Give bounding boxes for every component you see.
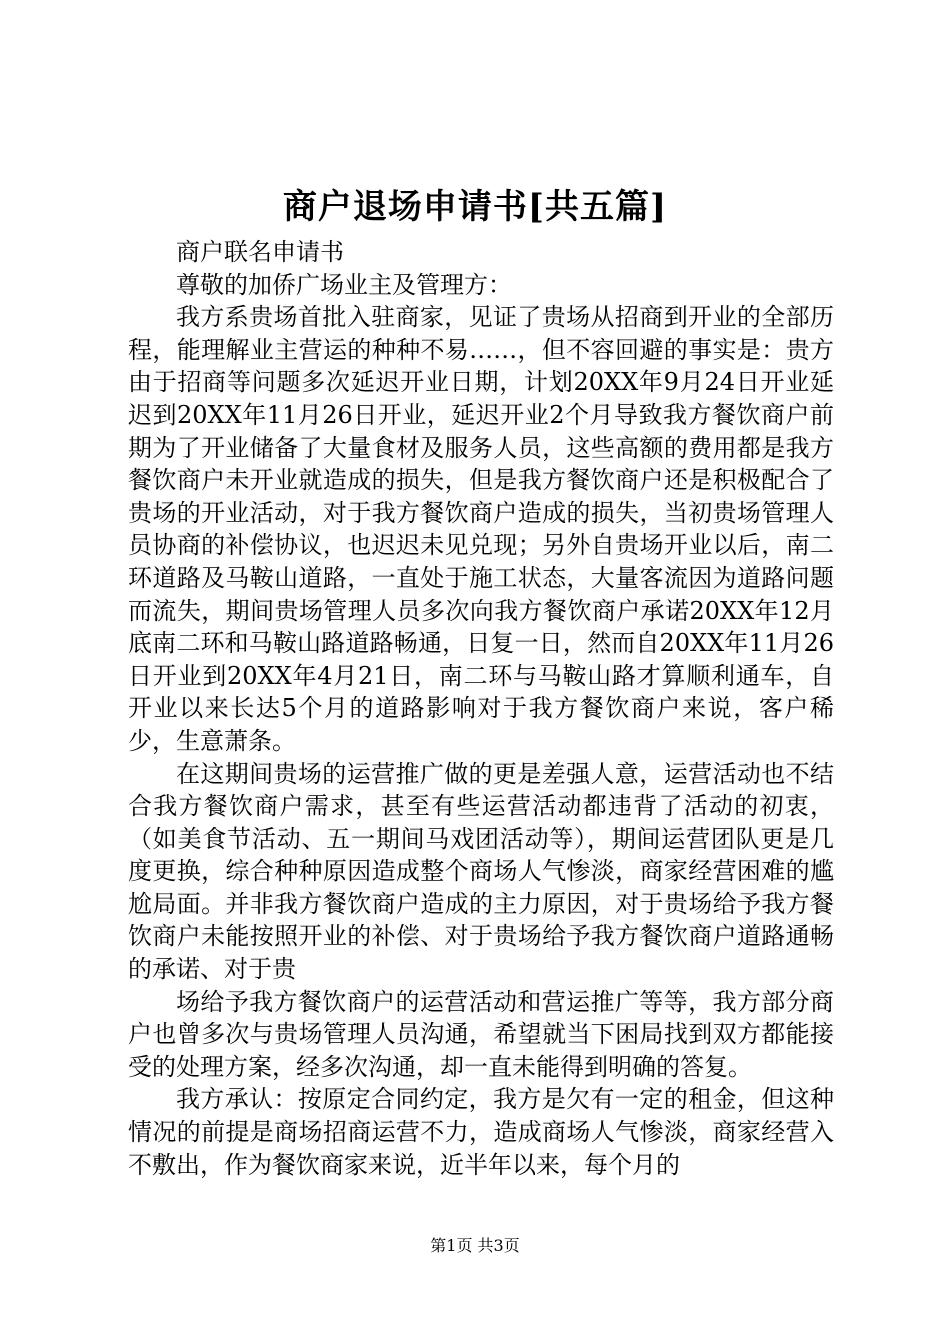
- document-body: [128, 236, 834, 1181]
- paragraph-body-2: 在这期间贵场的运营推广做的更是差强人意，运营活动也不结合我方餐饮商户需求，甚至有些运营活动都违背了活动的初衷，（如美食节活动、五一期间马戏团活动等），期间运营团队更是几度更换，综合种种原因造成整个商场人气惨淡，商家经营困难的尴尬局面。并非我方餐饮商户造成的主力原因，对于贵场给予我方餐饮商户未能按照开业的补偿、对于贵场给予我方餐饮商户道路通畅的承诺、对于贵: [128, 759, 834, 984]
- paragraph-body-4: 我方承认：按原定合同约定，我方是欠有一定的租金，但这种情况的前提是商场招商运营不力，造成商场人气惨淡，商家经营入不敷出，作为餐饮商家来说，近半年以来，每个月的: [128, 1085, 834, 1179]
- paragraph-body-1: 我方系贵场首批入驻商家，见证了贵场从招商到开业的全部历程，能理解业主营运的种种不易……，但不容回避的事实是：贵方由于招商等问题多次延迟开业日期，计划20XX年9月24日开业延迟到20XX年11月26日开业，延迟开业2个月导致我方餐饮商户前期为了开业储备了大量食材及服务人员，这些高额的费用都是我方餐饮商户未开业就造成的损失，但是我方餐饮商户还是积极配合了贵场的开业活动，对于我方餐饮商户造成的损失，当初贵场管理人员协商的补偿协议，也迟迟未见兑现；另外自贵场开业以后，南二环道路及马鞍山道路，一直处于施工状态，大量客流因为道路问题而流失，期间贵场管理人员多次向我方餐饮商户承诺20XX年12月底南二环和马鞍山路道路畅通，日复一日，然而自20XX年11月26日开业到20XX年4月21日，南二环与马鞍山路才算顺利通车，自开业以来长达5个月的道路影响对于我方餐饮商户来说，客户稀少，生意萧条。: [128, 303, 834, 755]
- paragraph-heading: 商户联名申请书: [176, 238, 344, 266]
- paragraph-salutation: 尊敬的加侨广场业主及管理方：: [176, 270, 512, 299]
- page-number-footer: 第1页 共3页: [430, 1236, 520, 1255]
- document-title: 商户退场申请书[共五篇]: [282, 187, 668, 227]
- paragraph-body-3: 场给予我方餐饮商户的运营活动和营运推广等等，我方部分商户也曾多次与贵场管理人员沟通，希望就当下困局找到双方都能接受的处理方案，经多次沟通，却一直未能得到明确的答复。: [128, 987, 834, 1081]
